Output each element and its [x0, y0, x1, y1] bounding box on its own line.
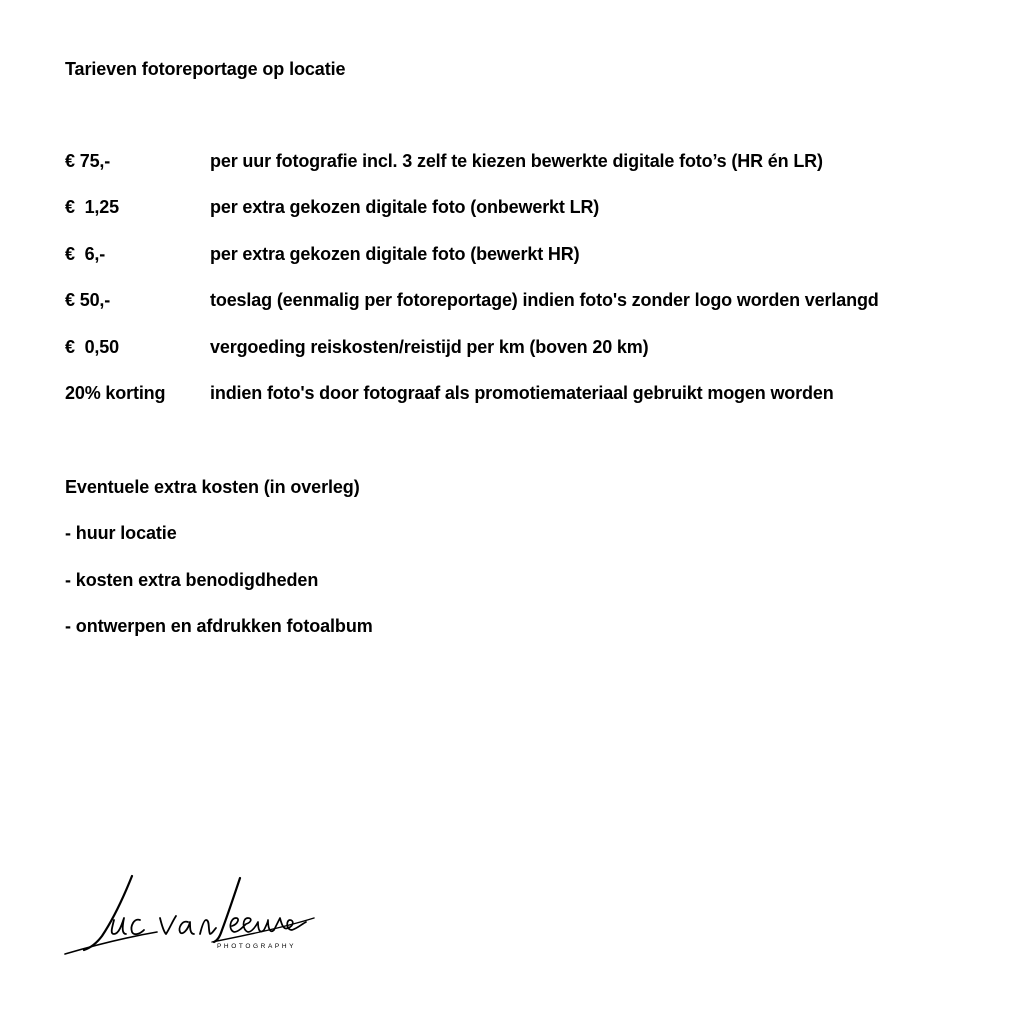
rate-price: € 75,- [65, 151, 111, 171]
rate-row [65, 337, 995, 383]
rate-description: per uur fotografie incl. 3 zelf te kiezen bewerkte digitale foto’s (HR én LR) [210, 151, 823, 171]
document-title: Tarieven fotoreportage op locatie [65, 59, 346, 79]
rates-list [65, 151, 995, 429]
extra-cost-item: - huur locatie [65, 523, 177, 544]
rate-description: per extra gekozen digitale foto (onbewerkt LR) [210, 197, 600, 218]
rate-price: € 50,- [65, 290, 111, 311]
extra-costs-heading: Eventuele extra kosten (in overleg) [65, 477, 360, 497]
extra-cost-item: - kosten extra benodigdheden [65, 569, 319, 590]
logo-subtitle: PHOTOGRAPHY [217, 943, 297, 950]
rate-description: vergoeding reiskosten/reistijd per km (boven 20 km) [210, 336, 649, 357]
signature-logo [62, 868, 322, 960]
extra-costs-section [65, 477, 373, 663]
rate-description: indien foto's door fotograaf als promotiemateriaal gebruikt mogen worden [210, 382, 834, 403]
rate-description: toeslag (eenmalig per fotoreportage) indien foto's zonder logo worden verlangd [210, 290, 879, 311]
rate-price: 20% korting [65, 382, 166, 403]
rate-row [65, 151, 995, 197]
rate-row [65, 197, 995, 243]
extra-cost-item: - ontwerpen en afdrukken fotoalbum [65, 616, 373, 637]
rate-row [65, 244, 995, 290]
rate-price: € 0,50 [65, 336, 119, 357]
rate-price: € 6,- [65, 243, 106, 264]
rate-row [65, 290, 995, 336]
rate-row [65, 383, 995, 429]
rate-price: € 1,25 [65, 197, 119, 218]
rate-description: per extra gekozen digitale foto (bewerkt HR) [210, 243, 580, 264]
